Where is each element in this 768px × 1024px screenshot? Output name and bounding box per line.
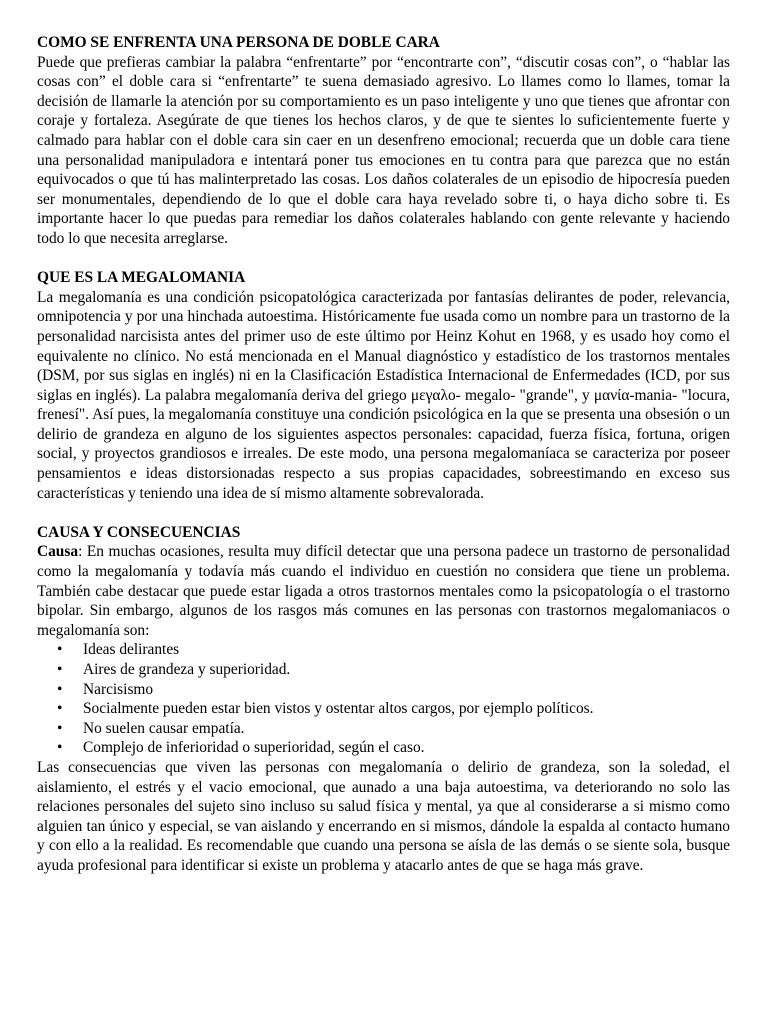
bullet-icon: • [57, 700, 63, 718]
cause-label: Causa [37, 543, 79, 561]
list-item [37, 699, 730, 719]
bullet-icon: • [57, 739, 63, 757]
list-item [37, 738, 730, 758]
section-spacer [37, 503, 730, 523]
list-item [37, 680, 730, 700]
bullet-icon: • [57, 661, 63, 678]
section-title-doble-cara: COMO SE ENFRENTA UNA PERSONA DE DOBLE CARA [37, 34, 440, 51]
list-item [37, 719, 730, 739]
list-item-text: Narcisismo [83, 680, 154, 698]
paragraph-causa [37, 542, 730, 640]
paragraph-consecuencias: Las consecuencias que viven las personas con megalomanía o delirio de grandeza, son la soledad, el aislamiento, el estrés y el vacio emocional, que aunado a una baja autoestima, va deteriorando no solo las relaciones personales del sujeto sino incluso su salud física y mental, ya que al considerarse a si mismo como alguien tan único y especial, se van aislando y encerrando en si mismos, dándole la espalda al contacto humano y con ello a la realidad. Es recomendable que cuando una persona se aísla de las demás o se siente sola, busque ayuda profesional para identificar si existe un problema y atacarlo antes de que se haga más grave. [37, 758, 730, 874]
list-item-text: Socialmente pueden estar bien vistos y ostentar altos cargos, por ejemplo políticos. [83, 700, 594, 718]
list-item-text: Ideas delirantes [83, 641, 180, 659]
bullet-icon: • [57, 641, 63, 659]
cause-text: : En muchas ocasiones, resulta muy difícil detectar que una persona padece un trastorno de personalidad como la megalomanía y todavía más cuando el individuo en cuestión no considera que tiene un problema. También cabe destacar que puede estar ligada a otros trastornos mentales como la psicopatología o el trastorno bipolar. Sin embargo, algunos de los rasgos más comunes en las personas con trastornos megalomaniacos o megalomanía son: [37, 543, 730, 639]
bullet-icon: • [57, 680, 63, 698]
list-item [37, 640, 730, 660]
bullet-icon: • [57, 719, 63, 737]
document-page [37, 33, 730, 876]
list-item-text: Aires de grandeza y superioridad. [83, 661, 291, 678]
section-spacer [37, 249, 730, 269]
list-item [37, 660, 730, 680]
section-title-megalomania: QUE ES LA MEGALOMANIA [37, 269, 246, 287]
paragraph-megalomania: La megalomanía es una condición psicopatológica caracterizada por fantasías delirantes de poder, relevancia, omnipotencia y por una hinchada autoestima. Históricamente fue usada como un nombre para un trastorno de la personalidad narcisista antes del primer uso de este último por Heinz Kohut en 1968, y es usado hoy como el equivalente no clínico. No está mencionada en el Manual diagnóstico y estadístico de los trastornos mentales (DSM, por sus siglas en inglés) ni en la Clasificación Estadística Internacional de Enfermedades (ICD, por sus siglas en inglés). La palabra megalomanía deriva del griego μεγαλο- megalo- "grande", y μανία-mania- "locura, frenesí". Así pues, la megalomanía constituye una condición psicológica en la que se presenta una obsesión o un delirio de grandeza en alguno de los siguientes aspectos personales: capacidad, fuerza física, fortuna, origen social, y proyectos grandiosos e irreales. De este modo, una persona megalomaníaca se caracteriza por poseer pensamientos e ideas distorsionadas respecto a sus propias capacidades, sobreestimando en exceso sus características y teniendo una idea de sí mismo altamente sobrevalorada. [37, 288, 730, 502]
list-item-text: No suelen causar empatía. [83, 719, 245, 737]
paragraph-doble-cara: Puede que prefieras cambiar la palabra “enfrentarte” por “encontrarte con”, “discutir cosas con”, o “hablar las cosas con” el doble cara si “enfrentarte” te suena demasiado agresivo. Lo llames como lo llames, tomar la decisión de llamarle la atención por su comportamiento es un paso inteligente y uno que tienes que afrontar con coraje y fortaleza. Asegúrate de que tienes los hechos claros, y de que te sientes lo suficientemente fuerte y calmado para hablar con el doble cara sin caer en un desenfreno emocional; recuerda que un doble cara tiene una personalidad manipuladora e intentará poner tus emociones en tu contra para que parezca que no están equivocados o que tú has malinterpretado las cosas. Los daños colaterales de un episodio de hipocresía pueden ser monumentales, dependiendo de lo que el doble cara haya revelado sobre ti, o haya dicho sobre ti. Es importante hacer lo que puedas para remediar los daños colaterales hablando con gente relevante y haciendo todo lo que necesita arreglarse. [37, 53, 730, 247]
traits-list [37, 640, 730, 758]
list-item-text: Complejo de inferioridad o superioridad, según el caso. [83, 739, 425, 757]
section-title-causa-consecuencias: CAUSA Y CONSECUENCIAS [37, 523, 241, 541]
